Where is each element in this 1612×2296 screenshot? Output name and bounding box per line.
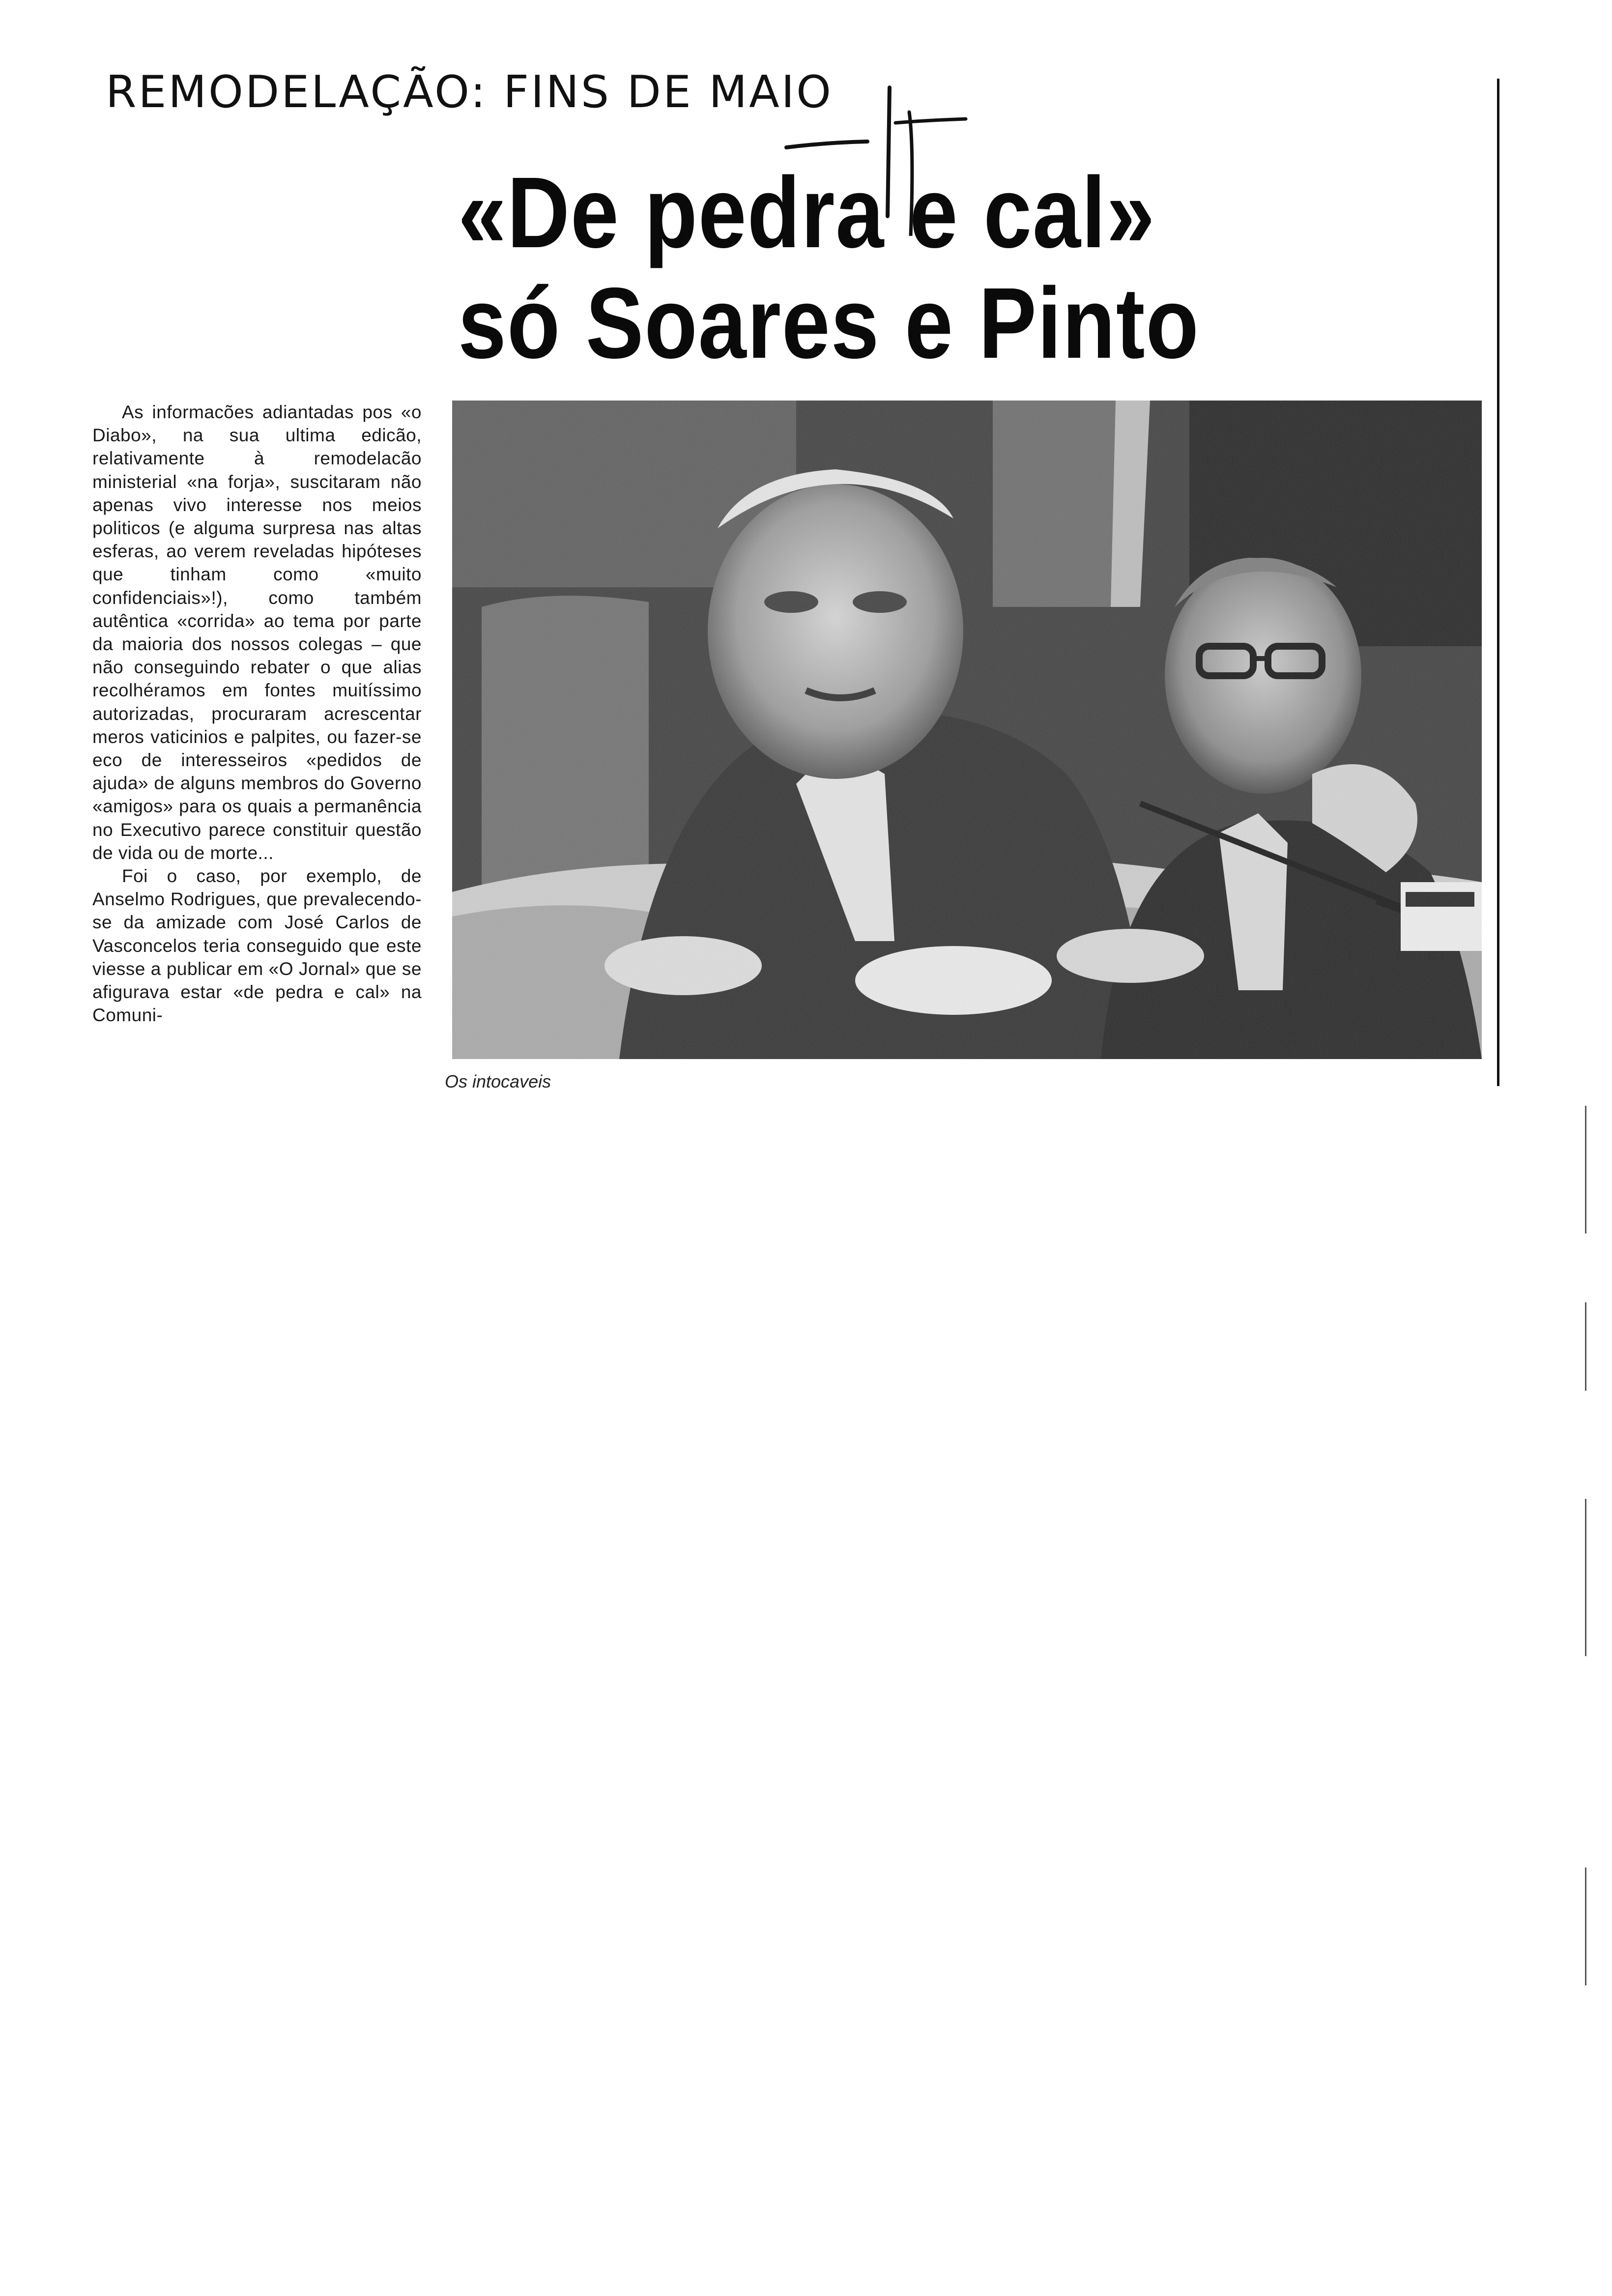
- body-paragraph-1: As informacões adiantadas pos «o Diabo», na sua ultima edicão, relativamente à remodelacão ministerial «na forja», suscitaram não apenas vivo interesse nos meios politicos (e alguma surpresa nas altas esferas, ao verem reveladas hipóteses que tinham como «muito confidenciais»!), como também autêntica «corrida» ao tema por parte da maioria dos nossos colegas – que não conseguindo rebater o que alias recolhéramos em fontes muitíssimo autorizadas, procuraram acrescentar meros vaticinios e palpites, ou fazer-se eco de interesseiros «pedidos de ajuda» de alguns membros do Governo «amigos» para os quais a permanência no Executivo parece constituir questão de vida ou de morte...: [92, 402, 422, 863]
- headline-line-2: só Soares e Pinto: [458, 267, 1200, 379]
- headline-line-1: «De pedra e cal»: [458, 156, 1156, 269]
- article-kicker: REMODELAÇÃO: FINS DE MAIO: [106, 66, 834, 118]
- article-headline: [458, 156, 1200, 379]
- scan-edge-mark: [1585, 1302, 1586, 1391]
- column-rule: [1497, 79, 1499, 1086]
- scan-edge-mark: [1585, 1867, 1586, 1985]
- scan-edge-mark: [1585, 1499, 1586, 1656]
- scan-edge-mark: [1585, 1106, 1586, 1234]
- article-body: [92, 401, 422, 1027]
- body-paragraph-2: Foi o caso, por exemplo, de Anselmo Rodrigues, que prevalecendo-se da amizade com José Carlos de Vasconcelos teria conseguido que este viesse a publicar em «O Jornal» que se afigurava estar «de pedra e cal» na Comuni-: [92, 866, 422, 1026]
- photo-halftone-illustration: [452, 401, 1482, 1059]
- photo-caption: Os intocaveis: [445, 1071, 551, 1091]
- article-photo: [452, 401, 1482, 1059]
